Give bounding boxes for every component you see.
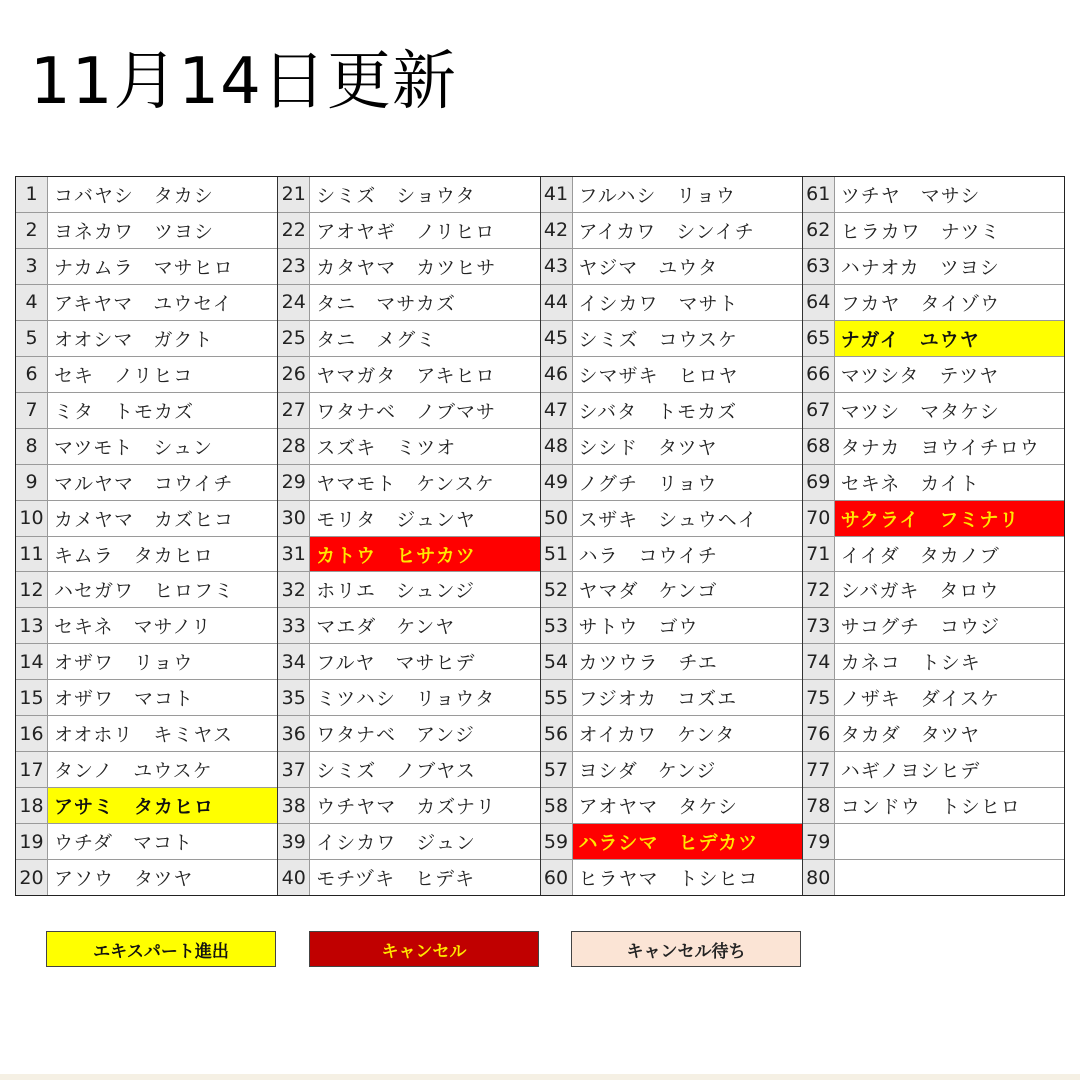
entry-number: 74 xyxy=(803,644,835,679)
entry-number: 55 xyxy=(541,680,573,715)
entry-name: オザワ マコト xyxy=(54,688,195,711)
entry-number: 61 xyxy=(803,177,835,212)
table-row xyxy=(541,465,802,501)
entry-name: ヒラカワ ナツミ xyxy=(840,220,1001,243)
entry-number: 59 xyxy=(541,824,573,859)
table-row xyxy=(541,860,802,895)
entry-name: ノグチ リョウ xyxy=(578,472,718,495)
entry-number: 71 xyxy=(803,537,835,572)
page-title: 11月14日更新 xyxy=(30,45,457,119)
table-row xyxy=(803,572,1064,608)
table-row xyxy=(16,824,277,860)
entry-number: 69 xyxy=(803,465,835,500)
entry-number: 70 xyxy=(803,501,835,536)
entry-number: 20 xyxy=(16,860,48,895)
table-row xyxy=(541,285,802,321)
entry-name: ハセガワ ヒロフミ xyxy=(54,580,235,603)
entry-name: マツモト シュン xyxy=(54,436,214,459)
entry-name: モリタ ジュンヤ xyxy=(316,508,476,531)
entry-name: ヨネカワ ツヨシ xyxy=(54,220,215,243)
table-row xyxy=(16,644,277,680)
entry-roster-table xyxy=(15,176,1065,896)
table-row xyxy=(803,213,1064,249)
table-row xyxy=(803,429,1064,465)
table-row xyxy=(16,465,277,501)
table-row xyxy=(278,824,539,860)
entry-number: 56 xyxy=(541,716,573,751)
entry-number: 49 xyxy=(541,465,573,500)
entry-name: シミズ ノブヤス xyxy=(316,760,476,783)
entry-name: ホリエ シュンジ xyxy=(316,580,476,603)
entry-number: 28 xyxy=(278,429,310,464)
table-row xyxy=(16,680,277,716)
table-row xyxy=(541,249,802,285)
entry-number: 2 xyxy=(16,213,48,248)
table-row xyxy=(803,321,1064,357)
entry-number: 60 xyxy=(541,860,573,895)
entry-number: 48 xyxy=(541,429,573,464)
footer-strip xyxy=(0,1074,1080,1080)
table-row xyxy=(803,357,1064,393)
entry-name: イシカワ ジュン xyxy=(316,832,476,855)
table-row xyxy=(803,177,1064,213)
entry-name: フルヤ マサヒデ xyxy=(316,652,476,675)
entry-number: 42 xyxy=(541,213,573,248)
table-row xyxy=(278,177,539,213)
entry-number: 18 xyxy=(16,788,48,823)
entry-name: アオヤマ タケシ xyxy=(578,796,738,819)
entry-number: 45 xyxy=(541,321,573,356)
entry-name: ハラ コウイチ xyxy=(578,544,718,567)
table-row xyxy=(803,285,1064,321)
table-row xyxy=(541,680,802,716)
entry-name: タンノ ユウスケ xyxy=(54,760,213,783)
entry-name: コンドウ トシヒロ xyxy=(840,796,1021,819)
entry-name: コバヤシ タカシ xyxy=(54,184,214,207)
table-row xyxy=(803,465,1064,501)
table-row xyxy=(16,608,277,644)
entry-number: 5 xyxy=(16,321,48,356)
entry-number: 16 xyxy=(16,716,48,751)
entry-name: スズキ ミツオ xyxy=(316,436,457,459)
entry-name: セキネ カイト xyxy=(840,472,980,495)
table-row xyxy=(803,860,1064,895)
entry-number: 6 xyxy=(16,357,48,392)
entry-number: 80 xyxy=(803,860,835,895)
entry-name: ヤマガタ アキヒロ xyxy=(316,364,496,387)
entry-number: 57 xyxy=(541,752,573,787)
table-row xyxy=(278,501,539,537)
entry-number: 47 xyxy=(541,393,573,428)
entry-number: 9 xyxy=(16,465,48,500)
table-row xyxy=(16,357,277,393)
table-row xyxy=(278,249,539,285)
table-row xyxy=(278,644,539,680)
table-row xyxy=(278,572,539,608)
entry-number: 32 xyxy=(278,572,310,607)
entry-name: カトウ ヒサカツ xyxy=(310,537,539,572)
entry-number: 77 xyxy=(803,752,835,787)
table-row xyxy=(16,321,277,357)
entry-number: 36 xyxy=(278,716,310,751)
entry-name: ツチヤ マサシ xyxy=(840,184,981,207)
table-row xyxy=(541,357,802,393)
entry-name: アソウ タツヤ xyxy=(54,868,194,891)
entry-name: アオヤギ ノリヒロ xyxy=(316,220,496,243)
entry-name: オオシマ ガクト xyxy=(54,328,214,351)
table-row xyxy=(541,644,802,680)
entry-name: ワタナベ アンジ xyxy=(316,724,475,747)
entry-number: 65 xyxy=(803,321,835,356)
entry-number: 79 xyxy=(803,824,835,859)
entry-name: サコグチ コウジ xyxy=(840,616,1000,639)
entry-name: タナカ ヨウイチロウ xyxy=(840,436,1040,459)
entry-name: シミズ コウスケ xyxy=(578,328,738,351)
table-row xyxy=(541,501,802,537)
entry-name: カツウラ チエ xyxy=(578,652,718,675)
entry-name: カタヤマ カツヒサ xyxy=(316,256,497,279)
entry-name: オオホリ キミヤス xyxy=(54,724,234,747)
table-row xyxy=(803,537,1064,573)
entry-number: 8 xyxy=(16,429,48,464)
entry-name: シバタ トモカズ xyxy=(578,400,738,423)
entry-number: 15 xyxy=(16,680,48,715)
table-row xyxy=(541,429,802,465)
entry-name: アサミ タカヒロ xyxy=(48,788,277,823)
entry-name: タカダ タツヤ xyxy=(840,724,981,747)
entry-number: 31 xyxy=(278,537,310,572)
entry-number: 64 xyxy=(803,285,835,320)
entry-name: シシド タツヤ xyxy=(578,436,718,459)
entry-number: 78 xyxy=(803,788,835,823)
entry-number: 30 xyxy=(278,501,310,536)
entry-number: 73 xyxy=(803,608,835,643)
entry-number: 33 xyxy=(278,608,310,643)
entry-number: 29 xyxy=(278,465,310,500)
entry-number: 19 xyxy=(16,824,48,859)
entry-name: ナカムラ マサヒロ xyxy=(54,256,234,279)
entry-name: キムラ タカヒロ xyxy=(54,544,214,567)
table-row xyxy=(16,716,277,752)
table-row xyxy=(16,429,277,465)
entry-number: 3 xyxy=(16,249,48,284)
entry-name: サトウ ゴウ xyxy=(578,616,699,639)
entry-number: 63 xyxy=(803,249,835,284)
entry-number: 39 xyxy=(278,824,310,859)
entry-number: 58 xyxy=(541,788,573,823)
table-row xyxy=(278,752,539,788)
table-row xyxy=(278,357,539,393)
table-row xyxy=(278,393,539,429)
entry-number: 76 xyxy=(803,716,835,751)
entry-number: 35 xyxy=(278,680,310,715)
entry-number: 50 xyxy=(541,501,573,536)
table-row xyxy=(16,788,277,824)
entry-name: サクライ フミナリ xyxy=(835,501,1064,536)
table-row xyxy=(541,177,802,213)
table-row xyxy=(803,752,1064,788)
entry-number: 11 xyxy=(16,537,48,572)
entry-name xyxy=(835,860,1064,895)
entry-number: 40 xyxy=(278,860,310,895)
table-row xyxy=(803,788,1064,824)
table-row xyxy=(278,716,539,752)
table-row xyxy=(16,285,277,321)
entry-number: 51 xyxy=(541,537,573,572)
roster-column-2 xyxy=(278,177,540,895)
entry-name: アキヤマ ユウセイ xyxy=(54,292,233,315)
entry-number: 38 xyxy=(278,788,310,823)
entry-name: マツシ マタケシ xyxy=(840,400,1000,423)
entry-name: ヤマモト ケンスケ xyxy=(316,472,495,495)
entry-name: ヨシダ ケンジ xyxy=(578,760,717,783)
entry-name xyxy=(835,824,1064,859)
roster-column-4 xyxy=(803,177,1064,895)
entry-name: カメヤマ カズヒコ xyxy=(54,508,235,531)
entry-number: 21 xyxy=(278,177,310,212)
table-row xyxy=(278,860,539,895)
entry-name: イシカワ マサト xyxy=(578,292,739,315)
entry-number: 25 xyxy=(278,321,310,356)
entry-number: 1 xyxy=(16,177,48,212)
entry-name: マエダ ケンヤ xyxy=(316,616,456,639)
table-row xyxy=(278,429,539,465)
table-row xyxy=(541,321,802,357)
table-row xyxy=(541,213,802,249)
entry-name: シマザキ ヒロヤ xyxy=(578,364,739,387)
entry-number: 62 xyxy=(803,213,835,248)
status-legend xyxy=(46,931,806,971)
table-row xyxy=(278,285,539,321)
entry-name: フジオカ コズエ xyxy=(578,688,738,711)
table-row xyxy=(803,501,1064,537)
table-row xyxy=(541,572,802,608)
entry-name: ミタ トモカズ xyxy=(54,400,195,423)
table-row xyxy=(278,788,539,824)
roster-column-1 xyxy=(16,177,278,895)
table-row xyxy=(803,608,1064,644)
entry-number: 72 xyxy=(803,572,835,607)
table-row xyxy=(803,680,1064,716)
entry-number: 23 xyxy=(278,249,310,284)
entry-name: ヤジマ ユウタ xyxy=(578,256,719,279)
entry-name: シバガキ タロウ xyxy=(840,580,1000,603)
table-row xyxy=(541,752,802,788)
entry-number: 12 xyxy=(16,572,48,607)
entry-name: タニ マサカズ xyxy=(316,292,456,315)
entry-number: 75 xyxy=(803,680,835,715)
legend-cancel: キャンセル xyxy=(309,931,539,967)
table-row xyxy=(278,213,539,249)
entry-number: 66 xyxy=(803,357,835,392)
table-row xyxy=(541,393,802,429)
entry-name: タニ メグミ xyxy=(316,328,437,351)
table-row xyxy=(16,752,277,788)
table-row xyxy=(16,501,277,537)
legend-expert: エキスパート進出 xyxy=(46,931,276,967)
entry-name: スザキ シュウヘイ xyxy=(578,508,758,531)
entry-name: ハラシマ ヒデカツ xyxy=(573,824,802,859)
entry-name: マツシタ テツヤ xyxy=(840,364,1000,387)
entry-number: 22 xyxy=(278,213,310,248)
entry-number: 68 xyxy=(803,429,835,464)
entry-name: オザワ リョウ xyxy=(54,652,194,675)
entry-name: フカヤ タイゾウ xyxy=(840,292,1001,315)
table-row xyxy=(16,537,277,573)
roster-column-3 xyxy=(541,177,803,895)
table-row xyxy=(541,716,802,752)
table-row xyxy=(541,824,802,860)
table-row xyxy=(803,393,1064,429)
entry-number: 14 xyxy=(16,644,48,679)
entry-name: ノザキ ダイスケ xyxy=(840,688,1001,711)
entry-number: 27 xyxy=(278,393,310,428)
entry-name: ウチダ マコト xyxy=(54,832,194,855)
entry-number: 53 xyxy=(541,608,573,643)
entry-name: オイカワ ケンタ xyxy=(578,724,736,747)
table-row xyxy=(803,824,1064,860)
legend-cancel-wait: キャンセル待ち xyxy=(571,931,801,967)
table-row xyxy=(16,249,277,285)
entry-name: ハギノヨシヒデ xyxy=(840,760,981,783)
entry-number: 37 xyxy=(278,752,310,787)
entry-number: 34 xyxy=(278,644,310,679)
table-row xyxy=(803,644,1064,680)
entry-name: ワタナベ ノブマサ xyxy=(316,400,497,423)
entry-number: 7 xyxy=(16,393,48,428)
table-row xyxy=(16,572,277,608)
entry-name: カネコ トシキ xyxy=(840,652,981,675)
table-row xyxy=(278,608,539,644)
table-row xyxy=(278,537,539,573)
entry-number: 54 xyxy=(541,644,573,679)
entry-number: 44 xyxy=(541,285,573,320)
table-row xyxy=(803,716,1064,752)
entry-name: ナガイ ユウヤ xyxy=(835,321,1064,356)
table-row xyxy=(16,177,277,213)
entry-number: 43 xyxy=(541,249,573,284)
entry-name: フルハシ リョウ xyxy=(578,184,736,207)
table-row xyxy=(16,860,277,895)
entry-number: 67 xyxy=(803,393,835,428)
table-row xyxy=(541,788,802,824)
table-row xyxy=(16,213,277,249)
entry-number: 13 xyxy=(16,608,48,643)
entry-number: 24 xyxy=(278,285,310,320)
entry-name: ウチヤマ カズナリ xyxy=(316,796,496,819)
table-row xyxy=(278,465,539,501)
table-row xyxy=(278,321,539,357)
entry-number: 17 xyxy=(16,752,48,787)
entry-number: 10 xyxy=(16,501,48,536)
entry-name: ハナオカ ツヨシ xyxy=(840,256,1000,279)
entry-name: モチヅキ ヒデキ xyxy=(316,868,476,891)
entry-name: マルヤマ コウイチ xyxy=(54,472,234,495)
table-row xyxy=(278,680,539,716)
entry-name: ミツハシ リョウタ xyxy=(316,688,496,711)
entry-number: 4 xyxy=(16,285,48,320)
entry-name: セキ ノリヒコ xyxy=(54,364,194,387)
entry-number: 46 xyxy=(541,357,573,392)
entry-number: 41 xyxy=(541,177,573,212)
entry-name: セキネ マサノリ xyxy=(54,616,212,639)
entry-name: ヤマダ ケンゴ xyxy=(578,580,718,603)
entry-name: ヒラヤマ トシヒコ xyxy=(578,868,759,891)
table-row xyxy=(803,249,1064,285)
table-row xyxy=(541,608,802,644)
entry-name: アイカワ シンイチ xyxy=(578,220,755,243)
entry-name: シミズ ショウタ xyxy=(316,184,476,207)
entry-number: 52 xyxy=(541,572,573,607)
entry-number: 26 xyxy=(278,357,310,392)
entry-name: イイダ タカノブ xyxy=(840,544,1000,567)
table-row xyxy=(16,393,277,429)
table-row xyxy=(541,537,802,573)
